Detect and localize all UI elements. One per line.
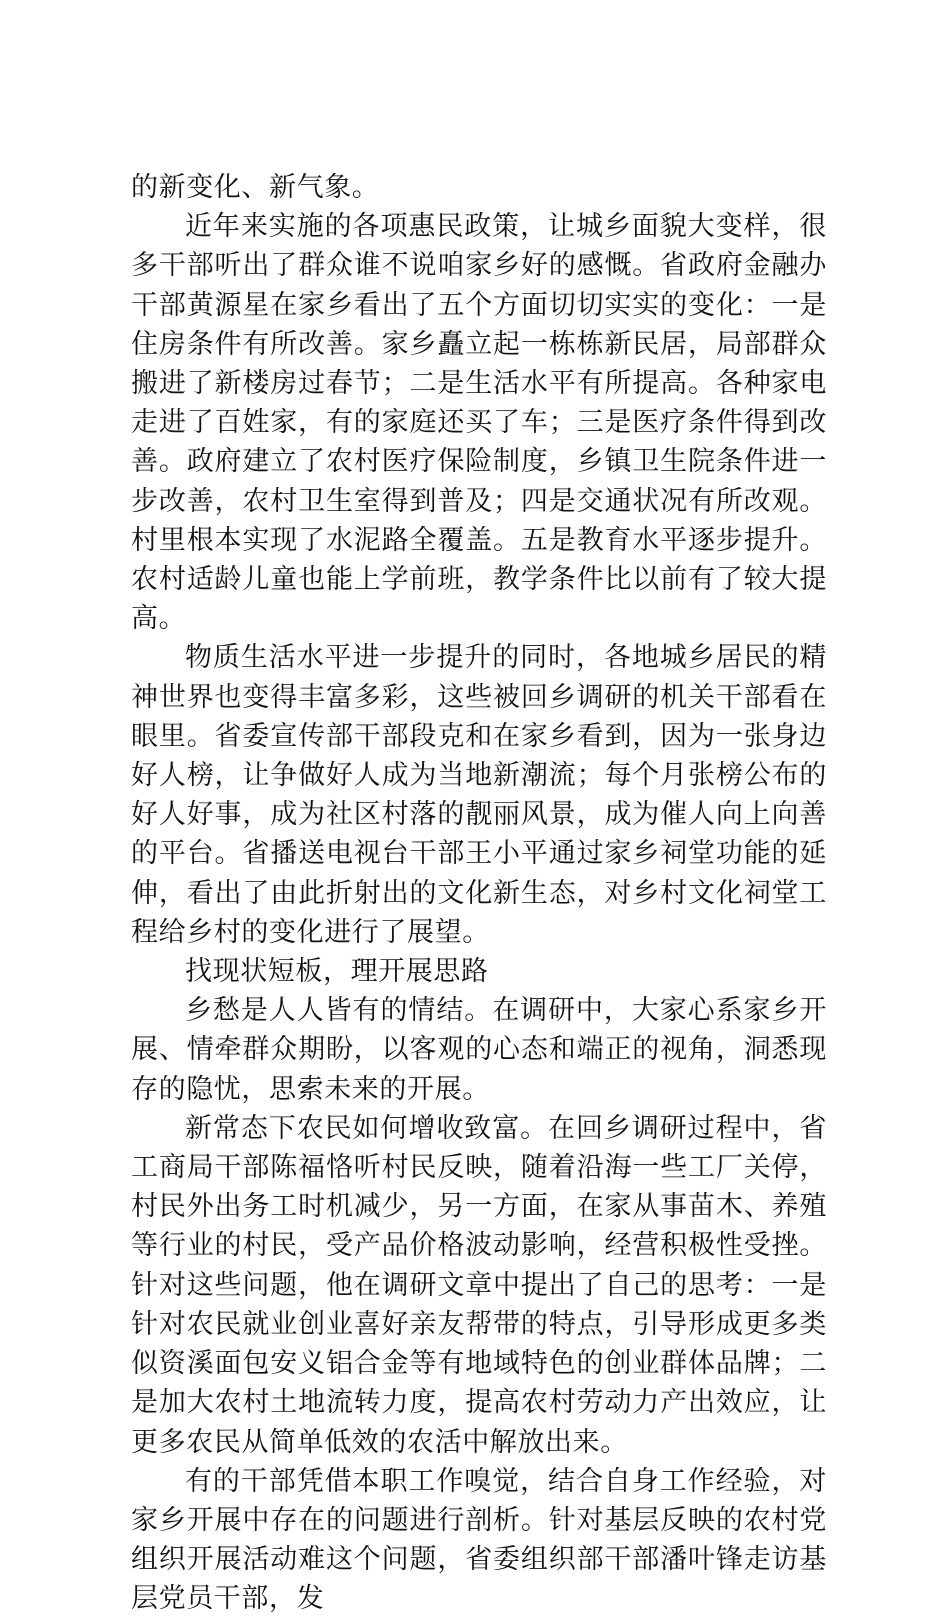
paragraph-farmer-income: 新常态下农民如何增收致富。在回乡调研过程中，省工商局干部陈福恪听村民反映，随着沿海一些工厂关停，村民外出务工时机减少，另一方面，在家从事苗木、养殖等行业的村民，受产品价格波动影响，经营积极性受挫。针对这些问题，他在调研文章中提出了自己的思考：一是针对农民就业创业喜好亲友帮带的特点，引导形成更多类似资溪面包安义铝合金等有地域特色的创业群体品牌；二是加大农村土地流转力度，提高农村劳动力产出效应，让更多农民从简单低效的农活中解放出来。 [131,1112,827,1458]
paragraph-nostalgia: 乡愁是人人皆有的情结。在调研中，大家心系家乡开展、情牵群众期盼，以客观的心态和端正的视角，洞悉现存的隐忧，思索未来的开展。 [131,995,827,1105]
paragraph-policy-changes: 近年来实施的各项惠民政策，让城乡面貌大变样，很多干部听出了群众谁不说咱家乡好的感慨。省政府金融办干部黄源星在家乡看出了五个方面切切实实的变化：一是住房条件有所改善。家乡矗立起一栋栋新民居，局部群众搬进了新楼房过春节；二是生活水平有所提高。各种家电走进了百姓家，有的家庭还买了车；三是医疗条件得到改善。政府建立了农村医疗保险制度，乡镇卫生院条件进一步改善，农村卫生室得到普及；四是交通状况有所改观。村里根本实现了水泥路全覆盖。五是教育水平逐步提升。农村适龄儿童也能上学前班，教学条件比以前有了较大提高。 [131,211,827,635]
paragraph-party-organization: 有的干部凭借本职工作嗅觉，结合自身工作经验，对家乡开展中存在的问题进行剖析。针对基层反映的农村党组织开展活动难这个问题，省委组织部干部潘叶锋走访基层党员干部，发 [131,1465,827,1615]
section-heading: 找现状短板，理开展思路 [185,956,489,988]
paragraph-spiritual-life: 物质生活水平进一步提升的同时，各地城乡居民的精神世界也变得丰富多彩，这些被回乡调研的机关干部看在眼里。省委宣传部干部段克和在家乡看到，因为一张身边好人榜，让争做好人成为当地新潮流；每个月张榜公布的好人好事，成为社区村落的靓丽风景，成为催人向上向善的平台。省播送电视台干部王小平通过家乡祠堂功能的延伸，看出了由此折射出的文化新生态，对乡村文化祠堂工程给乡村的变化进行了展望。 [131,642,827,948]
document-body [131,168,827,1619]
paragraph-continuation: 的新变化、新气象。 [131,172,380,203]
